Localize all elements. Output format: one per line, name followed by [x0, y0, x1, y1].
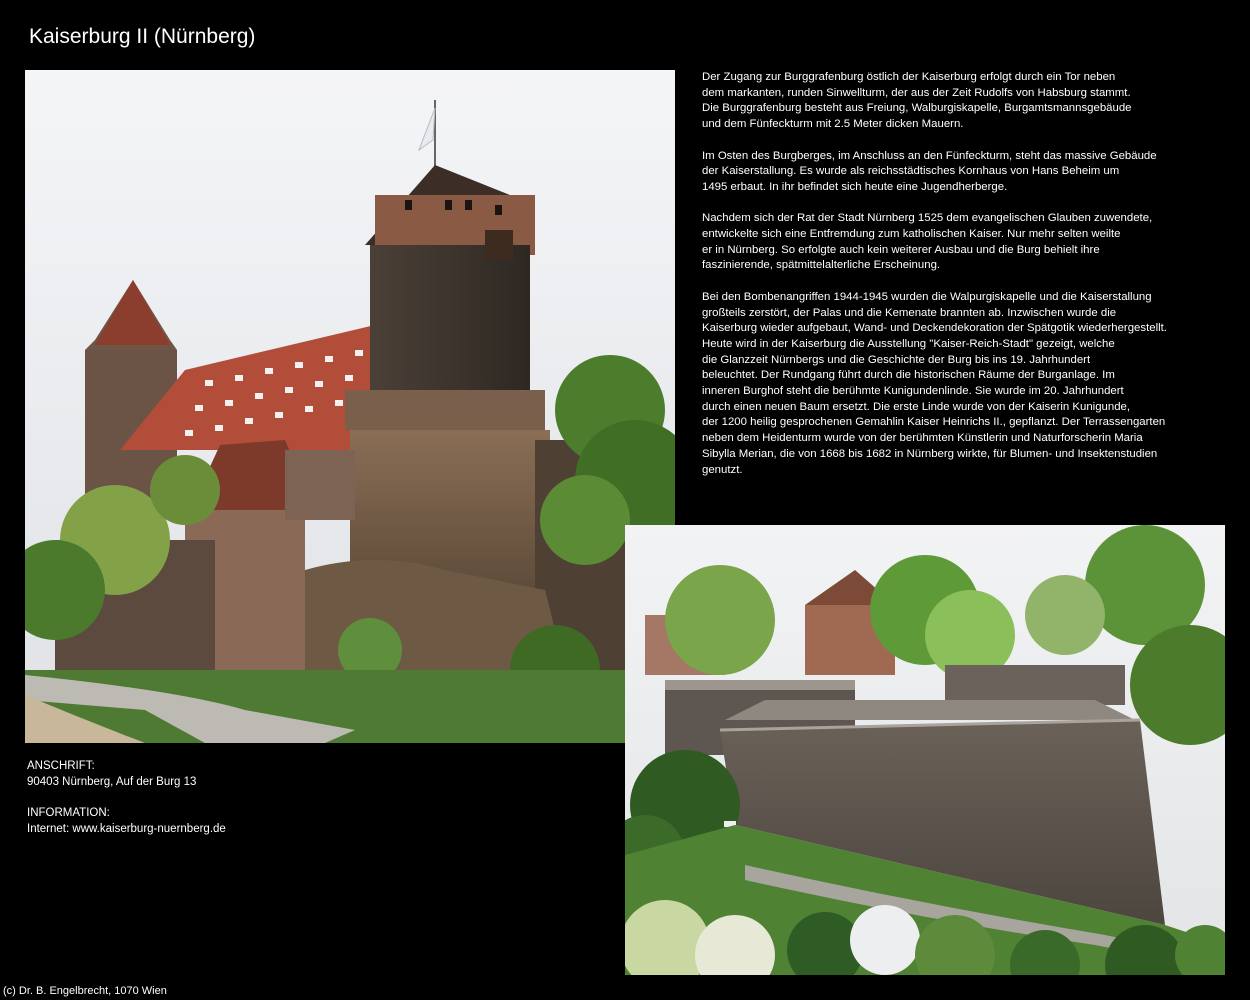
address-value: 90403 Nürnberg, Auf der Burg 13 — [27, 775, 197, 788]
address-info — [27, 759, 226, 837]
description-text — [702, 70, 1207, 494]
castle-bastion-photo — [625, 525, 1225, 975]
description-paragraph-4: Bei den Bombenangriffen 1944-1945 wurden die Walpurgiskapelle und die Kaiserstallung großteils zerstört, der Palas und die Kemenate brannten ab. Inzwischen wurde die Kaiserburg wieder aufgebaut, Wand- und Deckendekoration der Spätgotik wiederhergestellt. Heute wird in der Kaiserburg die Ausstellung "Kaiser-Reich-Stadt" gezeigt, welche die Glanzzeit Nürnbergs und die Geschichte der Burg bis ins 19. Jahrhundert beleuchtet. Der Rundgang führt durch die historischen Räume der Burganlage. Im inneren Burghof steht die berühmte Kunigundenlinde. Sie wurde im 20. Jahrhundert durch einen neuen Baum ersetzt. Die erste Linde wurde von der Kaiserin Kunigunde, der 1200 heilig gesprochenen Gemahlin Kaiser Heinrichs II., gepflanzt. Der Terrassengarten neben dem Heidenturm wurde von der berühmten Künstlerin und Naturforscherin Maria Sibylla Merian, die von 1668 bis 1682 in Nürnberg wirkte, für Blumen- und Insektenstudien genutzt. — [702, 290, 1167, 476]
description-paragraph-3: Nachdem sich der Rat der Stadt Nürnberg 1525 dem evangelischen Glauben zuwendete, entwickelte sich eine Entfremdung zum katholischen Kaiser. Nur mehr selten weilte er in Nürnberg. So erfolgte auch kein weiterer Ausbau und die Burg behielt ihre faszinierende, spätmittelalterliche Erscheinung. — [702, 212, 1153, 272]
information-value: Internet: www.kaiserburg-nuernberg.de — [27, 822, 226, 835]
castle-tower-illustration — [25, 70, 675, 743]
information-label: INFORMATION: — [27, 807, 110, 819]
address-label: ANSCHRIFT: — [27, 760, 95, 772]
castle-tower-photo — [25, 70, 675, 743]
castle-bastion-illustration — [625, 525, 1225, 975]
page-title: Kaiserburg II (Nürnberg) — [29, 25, 256, 48]
copyright-footer: (c) Dr. B. Engelbrecht, 1070 Wien — [3, 985, 167, 997]
description-paragraph-2: Im Osten des Burgberges, im Anschluss an den Fünfeckturm, steht das massive Gebäude der Kaiserstallung. Es wurde als reichsstädtisches Kornhaus von Hans Beheim um 1495 erbaut. In ihr befindet sich heute eine Jugendherberge. — [702, 149, 1157, 193]
description-paragraph-1: Der Zugang zur Burggrafenburg östlich der Kaiserburg erfolgt durch ein Tor neben dem markanten, runden Sinwellturm, der aus der Zeit Rudolfs von Habsburg stammt. Die Burggrafenburg besteht aus Freiung, Walburgiskapelle, Burgamtsmannsgebäude und dem Fünfeckturm mit 2.5 Meter dicken Mauern. — [702, 71, 1132, 131]
